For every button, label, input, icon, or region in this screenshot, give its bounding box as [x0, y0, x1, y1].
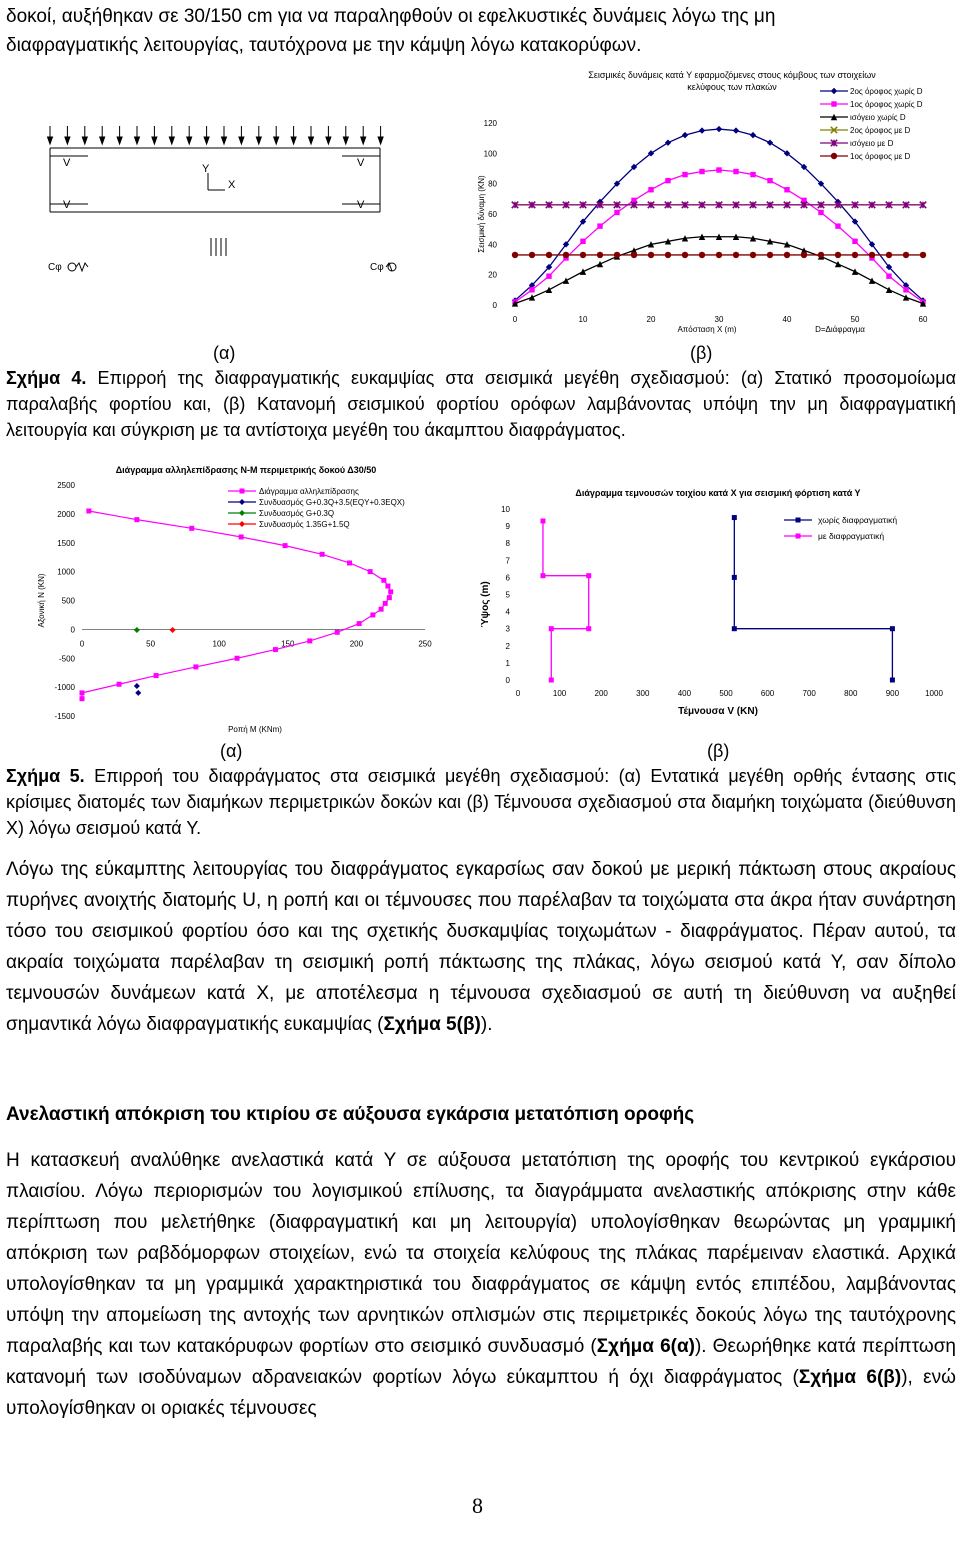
data-point — [368, 569, 373, 574]
y-tick-label: -500 — [58, 654, 75, 664]
data-point — [239, 534, 244, 539]
data-point — [529, 294, 535, 300]
x-tick-label: 0 — [515, 689, 521, 698]
chart-title: Διάγραμμα αλληλεπίδρασης N-M περιμετρικής δοκού Δ30/50 — [115, 465, 377, 475]
body-paragraph-2 — [6, 1145, 956, 1424]
data-point — [716, 126, 722, 132]
y-tick-label: 5 — [505, 590, 510, 600]
data-point — [767, 140, 773, 146]
data-point — [283, 543, 288, 548]
x-tick-label: 50 — [850, 315, 860, 324]
legend-marker — [831, 101, 836, 106]
x-tick-label: 1000 — [925, 689, 943, 698]
x-tick-label: 150 — [281, 639, 295, 649]
fig4b-chart — [470, 60, 960, 340]
y-tick-label: 40 — [488, 240, 497, 250]
series-line — [515, 237, 923, 304]
data-point — [597, 252, 603, 258]
axis-y-label: Y — [202, 163, 210, 175]
para1-end: ). — [480, 1014, 493, 1035]
x-tick-label: 30 — [714, 315, 724, 324]
load-arrow-head — [82, 137, 87, 144]
load-arrow-head — [117, 137, 122, 144]
y-tick-label: 1500 — [57, 538, 75, 548]
x-tick-label: 100 — [552, 689, 567, 698]
y-tick-label: 1000 — [57, 567, 75, 577]
load-arrow-head — [135, 137, 140, 144]
para2-figure-ref-2: Σχήμα 6(β) — [798, 1367, 902, 1388]
x-tick-label: 100 — [212, 639, 226, 649]
legend-marker — [240, 489, 245, 494]
legend-marker — [831, 153, 837, 159]
v-label-top-right: V — [357, 157, 365, 169]
y-tick-label: 0 — [505, 676, 510, 685]
load-arrow-head — [239, 137, 244, 144]
data-point — [732, 575, 737, 580]
series-1 — [540, 518, 591, 682]
data-point — [890, 626, 895, 631]
series-3 — [170, 627, 176, 633]
y-tick-label: 2000 — [57, 509, 75, 519]
x-tick-label: 250 — [418, 639, 432, 649]
data-point — [665, 140, 671, 146]
data-point — [614, 210, 619, 215]
series-0 — [80, 508, 394, 701]
data-point — [903, 287, 908, 292]
data-point — [890, 678, 895, 683]
para2-text: Η κατασκευή αναλύθηκε ανελαστικά κατά Υ σε αύξουσα μετατόπιση της οροφής του κεντρικού εγκάρσιου πλαισίου. Λόγω περιορισμών του λογισμικού επίλυσης, τα διαγράμματα ανελαστικής απόκρισης στην κάθε περίπτωση που μελετήθηκε (διαφραγματική και μη λειτουργία) υπολογίσθηκαν θεωρώντας μη γραμμική απόκριση των ραβδόμορφων στοιχείων, ενώ τα στοιχεία κελύφους της πλάκας παρέμειναν ελαστικά. Αρχικά υπολογίσθηκαν τα μη γραμμικά χαρακτηριστικά του διαφράγματος σε κάμψη εντός επιπέδου, λαμβάνοντας υπόψη την απομείωση της αντοχής των αρνητικών οπλισμών στις περιμετρικές δοκούς λόγω της ταυτόχρονης παραλαβής και των κατακόρυφων φορτίων στο σεισμικό συνδυασμό ( — [6, 1150, 956, 1357]
data-point — [385, 584, 390, 589]
y-tick-label: 3 — [505, 624, 510, 634]
legend-label: 2ος όροφος χωρίς D — [850, 87, 923, 96]
y-tick-label: 6 — [505, 573, 510, 583]
data-point — [529, 287, 534, 292]
columns — [211, 238, 226, 256]
y-tick-label: 10 — [501, 505, 510, 514]
legend-label: χωρίς διαφραγματική — [818, 515, 898, 525]
y-tick-label: 500 — [61, 596, 75, 606]
data-point — [546, 287, 552, 293]
x-tick-label: 500 — [719, 689, 733, 698]
x-tick-label: 700 — [802, 689, 816, 698]
legend-label: Συνδυασμός G+0.3Q — [259, 509, 335, 518]
data-point — [387, 595, 392, 600]
data-point — [235, 656, 240, 661]
data-point — [193, 664, 198, 669]
data-point — [852, 252, 858, 258]
y-tick-label: 2500 — [57, 481, 75, 490]
data-point — [852, 268, 858, 274]
fig4-caption-text: Επιρροή της διαφραγματικής ευκαμψίας στα σεισμικά μεγέθη σχεδιασμού: (α) Στατικό προσομοίωμα παραλαβής φορτίου και, (β) Κατανομή σεισμικού φορτίου ορόφων λαμβάνοντας υπόψη την μη διαφραγματική λειτουργία και σύγκριση με τα αντίστοιχα μεγέθη του άκαμπτου διαφράγματος. — [6, 368, 956, 440]
y-tick-label: 1 — [505, 658, 510, 668]
data-point — [512, 252, 518, 258]
y-tick-label: 0 — [70, 625, 75, 635]
data-point — [614, 252, 620, 258]
x-tick-label: 200 — [594, 689, 608, 698]
y-tick-label: -1500 — [54, 712, 75, 721]
data-point — [320, 552, 325, 557]
para2-mid: ). Θεωρήθηκε κατά περίπτωση κατανομή των ισοδύναμων αδρανειακών φορτίων λόγω εύκαμπτου ή όχι διαφράγματος ( — [6, 1336, 956, 1388]
data-point — [699, 169, 704, 174]
data-point — [750, 172, 755, 177]
data-point — [733, 169, 738, 174]
load-arrow-head — [361, 137, 366, 144]
data-point — [154, 673, 159, 678]
x-tick-label: 600 — [760, 689, 775, 698]
legend-marker — [239, 521, 245, 527]
data-point — [80, 690, 85, 695]
y-tick-label: 7 — [505, 556, 510, 566]
data-point — [716, 167, 721, 172]
data-point — [886, 287, 892, 293]
data-point — [869, 252, 875, 258]
data-point — [699, 127, 705, 133]
fig5-caption — [6, 763, 956, 841]
legend-label: 1ος όροφος με D — [850, 152, 911, 161]
data-point — [388, 589, 393, 594]
fig4-sublabel-b: (β) — [690, 343, 713, 363]
data-point — [549, 626, 554, 631]
data-point — [648, 187, 653, 192]
data-point — [903, 252, 909, 258]
data-point — [852, 239, 857, 244]
y-tick-label: 20 — [488, 270, 497, 280]
data-point — [117, 682, 122, 687]
chart-title-line-2: κελύφους των πλακών — [687, 82, 777, 92]
spring-supports — [68, 263, 396, 271]
x-tick-label: 60 — [918, 315, 928, 324]
data-point — [86, 508, 91, 513]
intro-line-1: δοκοί, αυξήθηκαν σε 30/150 cm για να παραληφθούν οι εφελκυστικές δυνάμεις λόγω της μη — [6, 6, 776, 27]
load-arrow-head — [378, 137, 383, 144]
load-arrow-head — [152, 137, 157, 144]
para2-end: ), ενώ υπολογίσθηκαν οι οριακές τέμνουσες — [6, 1367, 956, 1419]
data-point — [347, 560, 352, 565]
y-tick-label: 0 — [492, 301, 497, 310]
data-point — [784, 187, 789, 192]
series-line — [543, 521, 589, 680]
series-2 — [134, 627, 140, 633]
data-point — [546, 273, 551, 278]
data-point — [134, 627, 140, 633]
chart-note: D=Διάφραγμα — [815, 325, 865, 334]
chart-title: Διάγραμμα τεμνουσών τοιχίου κατά Χ για σεισμική φόρτιση κατά Υ — [575, 488, 861, 498]
v-label-bottom-right: V — [357, 199, 365, 211]
fig4-caption — [6, 365, 956, 443]
x-tick-label: 400 — [677, 689, 692, 698]
data-point — [750, 132, 756, 138]
data-point — [135, 690, 141, 696]
load-arrow-head — [100, 137, 105, 144]
data-point — [732, 515, 737, 520]
load-arrows — [48, 126, 384, 144]
x-tick-label: 300 — [636, 689, 650, 698]
data-point — [733, 252, 739, 258]
fig4-caption-label: Σχήμα 4. — [6, 368, 87, 388]
y-tick-label: 4 — [505, 607, 510, 617]
load-arrow-head — [204, 137, 209, 144]
load-arrow-head — [326, 137, 331, 144]
data-point — [540, 518, 545, 523]
data-point — [80, 696, 85, 701]
data-point — [529, 252, 535, 258]
legend — [784, 515, 897, 541]
series-line — [734, 518, 892, 680]
v-label-top-left: V — [63, 157, 71, 169]
support-right-label: Cφ — [370, 262, 384, 273]
data-point — [716, 252, 722, 258]
data-point — [682, 172, 687, 177]
support-left-label: Cφ — [48, 262, 62, 273]
legend-marker — [831, 88, 837, 94]
diaphragm-frame — [50, 148, 380, 212]
para2-figure-ref-1: Σχήμα 6(α) — [596, 1336, 695, 1357]
data-point — [648, 252, 654, 258]
load-arrow-head — [222, 137, 227, 144]
data-point — [381, 578, 386, 583]
x-tick-label: 20 — [646, 315, 656, 324]
data-point — [170, 627, 176, 633]
data-point — [869, 278, 875, 284]
data-point — [699, 252, 705, 258]
y-tick-label: -1000 — [54, 683, 75, 693]
data-point — [383, 601, 388, 606]
data-point — [540, 573, 545, 578]
data-point — [784, 252, 790, 258]
data-point — [546, 252, 552, 258]
fig4-sublabel-a: (α) — [213, 343, 236, 363]
data-point — [335, 630, 340, 635]
data-point — [134, 517, 139, 522]
y-axis-label: Ύψος (m) — [480, 581, 491, 628]
intro-line-2: διαφραγματικής λειτουργίας, ταυτόχρονα με την κάμψη λόγω κατακορύφων. — [6, 35, 642, 56]
legend-label: Διάγραμμα αλληλεπίδρασης — [259, 487, 359, 496]
fig5-caption-label: Σχήμα 5. — [6, 766, 85, 786]
load-arrow-head — [169, 137, 174, 144]
legend — [820, 87, 923, 161]
fig5b-chart — [468, 478, 960, 740]
data-point — [563, 278, 569, 284]
data-point — [801, 252, 807, 258]
legend-marker — [796, 518, 801, 523]
data-point — [750, 252, 756, 258]
page-number: 8 — [472, 1493, 483, 1518]
data-point — [903, 294, 909, 300]
x-tick-label: 900 — [885, 689, 900, 698]
v-label-bottom-left: V — [63, 199, 71, 211]
data-point — [835, 252, 841, 258]
load-arrow-head — [309, 137, 314, 144]
data-point — [682, 252, 688, 258]
x-tick-label: 0 — [79, 639, 85, 649]
legend-marker — [239, 510, 245, 516]
data-point — [665, 252, 671, 258]
data-point — [597, 261, 603, 267]
legend — [228, 487, 405, 529]
legend-label: Συνδυασμός 1.35G+1.5Q — [259, 520, 350, 529]
legend-label: ισόγειο με D — [850, 139, 894, 148]
y-tick-label: 9 — [505, 522, 510, 532]
chart-title-line-1: Σεισμικές δυνάμεις κατά Υ εφαρμοζόμενες στους κόμβους των στοιχείων — [588, 70, 876, 80]
legend-label: ισόγειο χωρίς D — [850, 113, 906, 122]
legend-marker — [796, 534, 801, 539]
x-axis-label: Απόσταση Χ (m) — [677, 325, 737, 334]
load-arrow-head — [343, 137, 348, 144]
data-point — [920, 252, 926, 258]
data-point — [357, 621, 362, 626]
data-point — [549, 678, 554, 683]
para1-figure-ref: Σχήμα 5(β) — [383, 1014, 481, 1035]
x-tick-label: 200 — [349, 639, 364, 649]
y-tick-label: 120 — [483, 119, 497, 128]
load-arrow-head — [187, 137, 192, 144]
axes-icon — [208, 173, 225, 190]
data-point — [273, 647, 278, 652]
data-point — [733, 127, 739, 133]
data-point — [189, 526, 194, 531]
y-tick-label: 8 — [505, 539, 510, 549]
load-arrow-head — [274, 137, 279, 144]
data-point — [631, 252, 637, 258]
y-tick-label: 2 — [505, 641, 510, 651]
x-tick-label: 800 — [844, 689, 858, 698]
series-2 — [512, 234, 926, 307]
data-point — [580, 252, 586, 258]
x-tick-label: 10 — [578, 315, 588, 324]
data-point — [597, 223, 602, 228]
data-point — [586, 626, 591, 631]
x-tick-label: 40 — [782, 315, 792, 324]
body-paragraph-1 — [6, 854, 956, 1040]
data-point — [732, 626, 737, 631]
y-tick-label: 80 — [488, 179, 497, 189]
axis-x-label: X — [228, 179, 236, 191]
para1-text: Λόγω της εύκαμπτης λειτουργίας του διαφράγματος εγκαρσίως σαν δοκού με μερική πάκτωση στους ακραίους πυρήνες ανοιχτής διατομής U, η ροπή και οι τέμνουσες που παρέλαβαν τα τοιχώματα στα άκρα ήταν συνάρτηση τόσο του σεισμικού φορτίου όσο και της σχετικής δυσκαμψίας τοιχωμάτων - διαφράγματος. Πέραν αυτού, τα ακραία τοιχώματα παρέλαβαν τη σεισμική ροπή πάκτωσης της πλάκας, λόγω σεισμού κατά Υ, σαν δίπολο τεμνουσών δυνάμεων κατά Χ, με αποτέλεσμα η τέμνουσα σχεδιασμού σε αυτή τη διεύθυνση να αυξηθεί σημαντικά λόγω διαφραγματικής ευκαμψίας ( — [6, 859, 956, 1035]
data-point — [379, 607, 384, 612]
data-point — [682, 132, 688, 138]
legend-marker — [239, 499, 245, 505]
series-1 — [134, 683, 141, 696]
legend-label: 2ος όροφος με D — [850, 126, 911, 135]
data-point — [767, 178, 772, 183]
series-line — [79, 511, 391, 699]
data-point — [767, 252, 773, 258]
y-tick-label: 100 — [483, 149, 497, 159]
fig4a-static-model — [30, 60, 410, 290]
series-5 — [512, 252, 926, 258]
load-arrow-head — [65, 137, 70, 144]
fig5-caption-text: Επιρροή του διαφράγματος στα σεισμικά μεγέθη σχεδιασμού: (α) Εντατικά μεγέθη ορθής έντασης στις κρίσιμες διατομές των διαμήκων περιμετρικών δοκών και (β) Τέμνουσα σχεδιασμού στα διαμήκη τοιχώματα (διεύθυνση Χ) λόγω σεισμού κατά Υ. — [6, 766, 957, 838]
y-axis-label: Σεισμική δύναμη (KN) — [477, 175, 486, 253]
x-tick-label: 50 — [146, 639, 156, 649]
load-arrow-head — [256, 137, 261, 144]
y-axis-label: Αξονική N (KN) — [37, 573, 46, 628]
x-axis-label: Τέμνουσα V (KN) — [678, 706, 758, 717]
load-arrow-head — [48, 137, 53, 144]
data-point — [886, 273, 891, 278]
data-point — [586, 573, 591, 578]
data-point — [886, 252, 892, 258]
data-point — [563, 252, 569, 258]
legend-label: με διαφραγματική — [818, 531, 885, 541]
fig5a-chart — [0, 460, 460, 745]
data-point — [307, 638, 312, 643]
data-point — [835, 223, 840, 228]
x-tick-label: 0 — [512, 315, 518, 324]
load-arrow-head — [291, 137, 296, 144]
y-tick-label: 60 — [488, 210, 497, 219]
data-point — [580, 239, 585, 244]
fig5-sublabel-a: (α) — [220, 741, 243, 761]
legend-label: 1ος όροφος χωρίς D — [850, 100, 923, 109]
data-point — [370, 612, 375, 617]
data-point — [818, 252, 824, 258]
data-point — [580, 268, 586, 274]
data-point — [134, 683, 140, 689]
x-axis-label: Ροπή M (KNm) — [228, 725, 282, 734]
data-point — [818, 210, 823, 215]
fig5-sublabel-b: (β) — [707, 741, 730, 761]
section-heading: Ανελαστική απόκριση του κτιρίου σε αύξουσα εγκάρσια μετατόπιση οροφής — [6, 1104, 695, 1125]
data-point — [835, 261, 841, 267]
legend-label: Συνδυασμός G+0.3Q+3.5(EQY+0.3EQX) — [259, 498, 405, 507]
data-point — [665, 178, 670, 183]
series-4 — [512, 202, 926, 208]
